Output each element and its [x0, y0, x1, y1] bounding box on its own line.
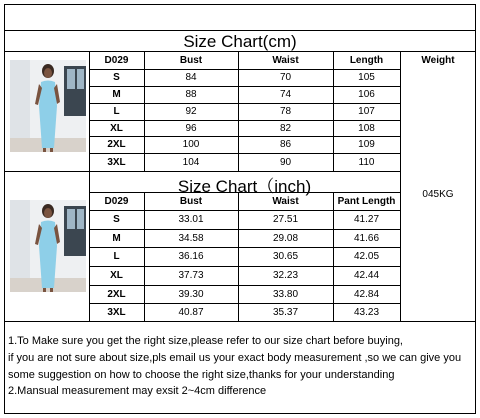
header-waist: Waist	[272, 195, 299, 207]
table-cell: 39.30	[178, 288, 204, 300]
table-cell: 105	[358, 72, 375, 83]
table-cell: 27.51	[272, 214, 299, 225]
table-cell: 106	[358, 89, 375, 100]
table-cell: 42.44	[353, 270, 380, 281]
table-cell: 100	[182, 139, 200, 150]
divider	[4, 321, 476, 322]
table-cell: 42.05	[353, 251, 380, 262]
size-label: M	[112, 89, 121, 100]
table-cell: 30.65	[272, 251, 299, 262]
table-cell: 35.37	[272, 306, 299, 318]
inch-chart-title: Size Chart（inch)	[177, 177, 312, 196]
table-cell: 70	[279, 72, 292, 83]
table-cell: 90	[279, 156, 292, 168]
note-line: some suggestion on how to choose the right size,thanks for your understanding	[8, 369, 395, 381]
size-label: 3XL	[107, 306, 126, 318]
table-cell: 34.58	[178, 232, 204, 244]
header-length: Length	[349, 54, 384, 66]
size-label: L	[113, 251, 120, 262]
table-cell: 33.80	[272, 288, 299, 300]
table-cell: 37.73	[178, 270, 204, 281]
size-label: M	[112, 232, 121, 244]
note-line: 2.Mansual measurement may exsit 2~4cm difference	[8, 385, 267, 397]
table-cell: 86	[279, 139, 292, 150]
product-photo	[10, 200, 86, 292]
header-bust: Bust	[179, 54, 203, 66]
table-cell: 88	[185, 89, 197, 100]
header-bust: Bust	[179, 195, 203, 207]
table-cell: 78	[279, 106, 292, 117]
weight-value: 045KG	[422, 188, 454, 200]
table-cell: 43.23	[353, 306, 380, 318]
table-cell: 41.27	[353, 214, 380, 225]
header-pant-length: Pant Length	[337, 195, 396, 207]
table-cell: 104	[182, 156, 200, 168]
header-weight: Weight	[421, 54, 455, 66]
size-label: S	[113, 72, 120, 83]
header-model: D029	[104, 195, 129, 207]
size-label: L	[113, 106, 120, 117]
note-line: if you are not sure about size,pls email us your exact body measurement ,so we can give you	[8, 352, 462, 364]
size-label: 2XL	[107, 139, 126, 150]
header-waist: Waist	[272, 54, 299, 66]
table-cell: 92	[185, 106, 197, 117]
table-cell: 32.23	[272, 270, 299, 281]
table-cell: 40.87	[178, 306, 204, 318]
table-cell: 82	[279, 122, 292, 134]
size-label: XL	[110, 270, 123, 281]
divider	[4, 30, 476, 31]
cm-chart-title: Size Chart(cm)	[183, 32, 297, 51]
table-cell: 42.84	[353, 288, 380, 300]
table-cell: 29.08	[272, 232, 299, 244]
note-line: 1.To Make sure you get the right size,please refer to our size chart before buying,	[8, 335, 403, 347]
table-cell: 41.66	[353, 232, 380, 244]
table-cell: 74	[279, 89, 292, 100]
table-cell: 110	[358, 156, 375, 168]
size-label: S	[113, 214, 120, 225]
table-cell: 109	[358, 139, 375, 150]
header-model: D029	[104, 54, 129, 66]
table-cell: 108	[358, 122, 375, 134]
table-cell: 33.01	[178, 214, 204, 225]
product-photo	[10, 60, 86, 152]
table-cell: 96	[185, 122, 197, 134]
table-cell: 36.16	[178, 251, 204, 262]
table-cell: 84	[185, 72, 197, 83]
size-label: 3XL	[107, 156, 126, 168]
size-label: XL	[110, 122, 123, 134]
size-label: 2XL	[107, 288, 126, 300]
table-cell: 107	[358, 106, 375, 117]
